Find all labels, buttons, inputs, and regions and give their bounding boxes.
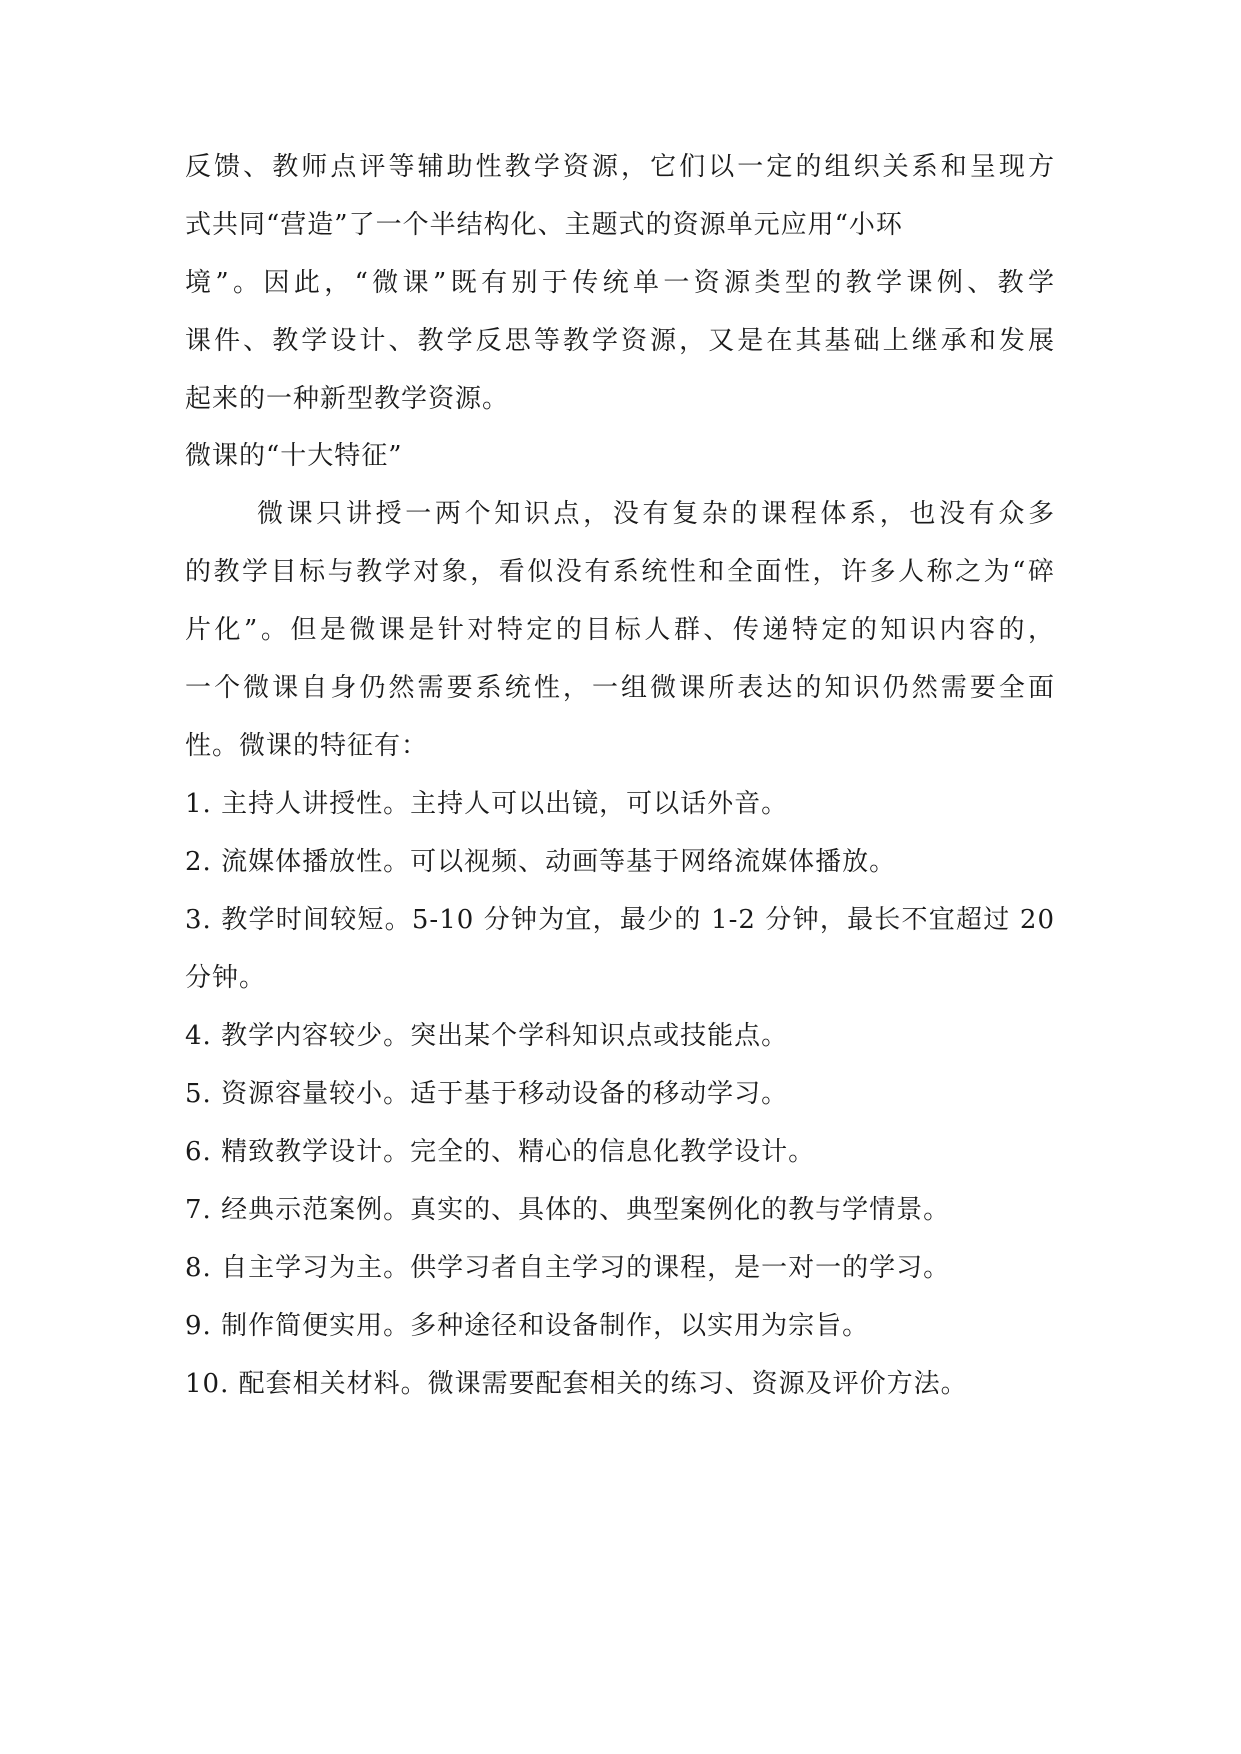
- list-item: 2. 流媒体播放性。可以视频、动画等基于网络流媒体播放。: [185, 847, 897, 877]
- document-page: [185, 0, 1055, 1754]
- paragraph-line: 性。微课的特征有：: [185, 731, 429, 761]
- list-item-continuation: 分钟。: [185, 963, 267, 993]
- list-item: 1. 主持人讲授性。主持人可以出镜，可以话外音。: [185, 789, 789, 819]
- paragraph-line: 一个微课自身仍然需要系统性，一组微课所表达的知识仍然需要全面: [185, 673, 1055, 703]
- paragraph-line: 起来的一种新型教学资源。: [185, 384, 510, 414]
- paragraph-line: 境”。因此，“微课”既有别于传统单一资源类型的教学课例、教学: [185, 268, 1055, 298]
- section-heading: 微课的“十大特征”: [185, 441, 403, 471]
- list-item: 9. 制作简便实用。多种途径和设备制作，以实用为宗旨。: [185, 1311, 870, 1341]
- list-item: 10. 配套相关材料。微课需要配套相关的练习、资源及评价方法。: [185, 1369, 968, 1399]
- list-item: 4. 教学内容较少。突出某个学科知识点或技能点。: [185, 1021, 789, 1051]
- list-item: 5. 资源容量较小。适于基于移动设备的移动学习。: [185, 1079, 789, 1109]
- paragraph-line: 式共同“营造”了一个半结构化、主题式的资源单元应用“小环: [185, 210, 903, 240]
- paragraph-line: 课件、教学设计、教学反思等教学资源，又是在其基础上继承和发展: [185, 326, 1055, 356]
- list-item: 6. 精致教学设计。完全的、精心的信息化教学设计。: [185, 1137, 816, 1167]
- paragraph-line: 反馈、教师点评等辅助性教学资源，它们以一定的组织关系和呈现方: [185, 152, 1055, 182]
- paragraph-line: 片化”。但是微课是针对特定的目标人群、传递特定的知识内容的，: [185, 615, 1055, 645]
- list-item: 7. 经典示范案例。真实的、具体的、典型案例化的教与学情景。: [185, 1195, 951, 1225]
- paragraph-line: 的教学目标与教学对象，看似没有系统性和全面性，许多人称之为“碎: [185, 557, 1055, 587]
- list-item: 8. 自主学习为主。供学习者自主学习的课程，是一对一的学习。: [185, 1253, 951, 1283]
- paragraph-line: 微课只讲授一两个知识点，没有复杂的课程体系，也没有众多: [257, 499, 1055, 529]
- list-item: 3. 教学时间较短。5-10 分钟为宜，最少的 1-2 分钟，最长不宜超过 20: [185, 905, 1055, 935]
